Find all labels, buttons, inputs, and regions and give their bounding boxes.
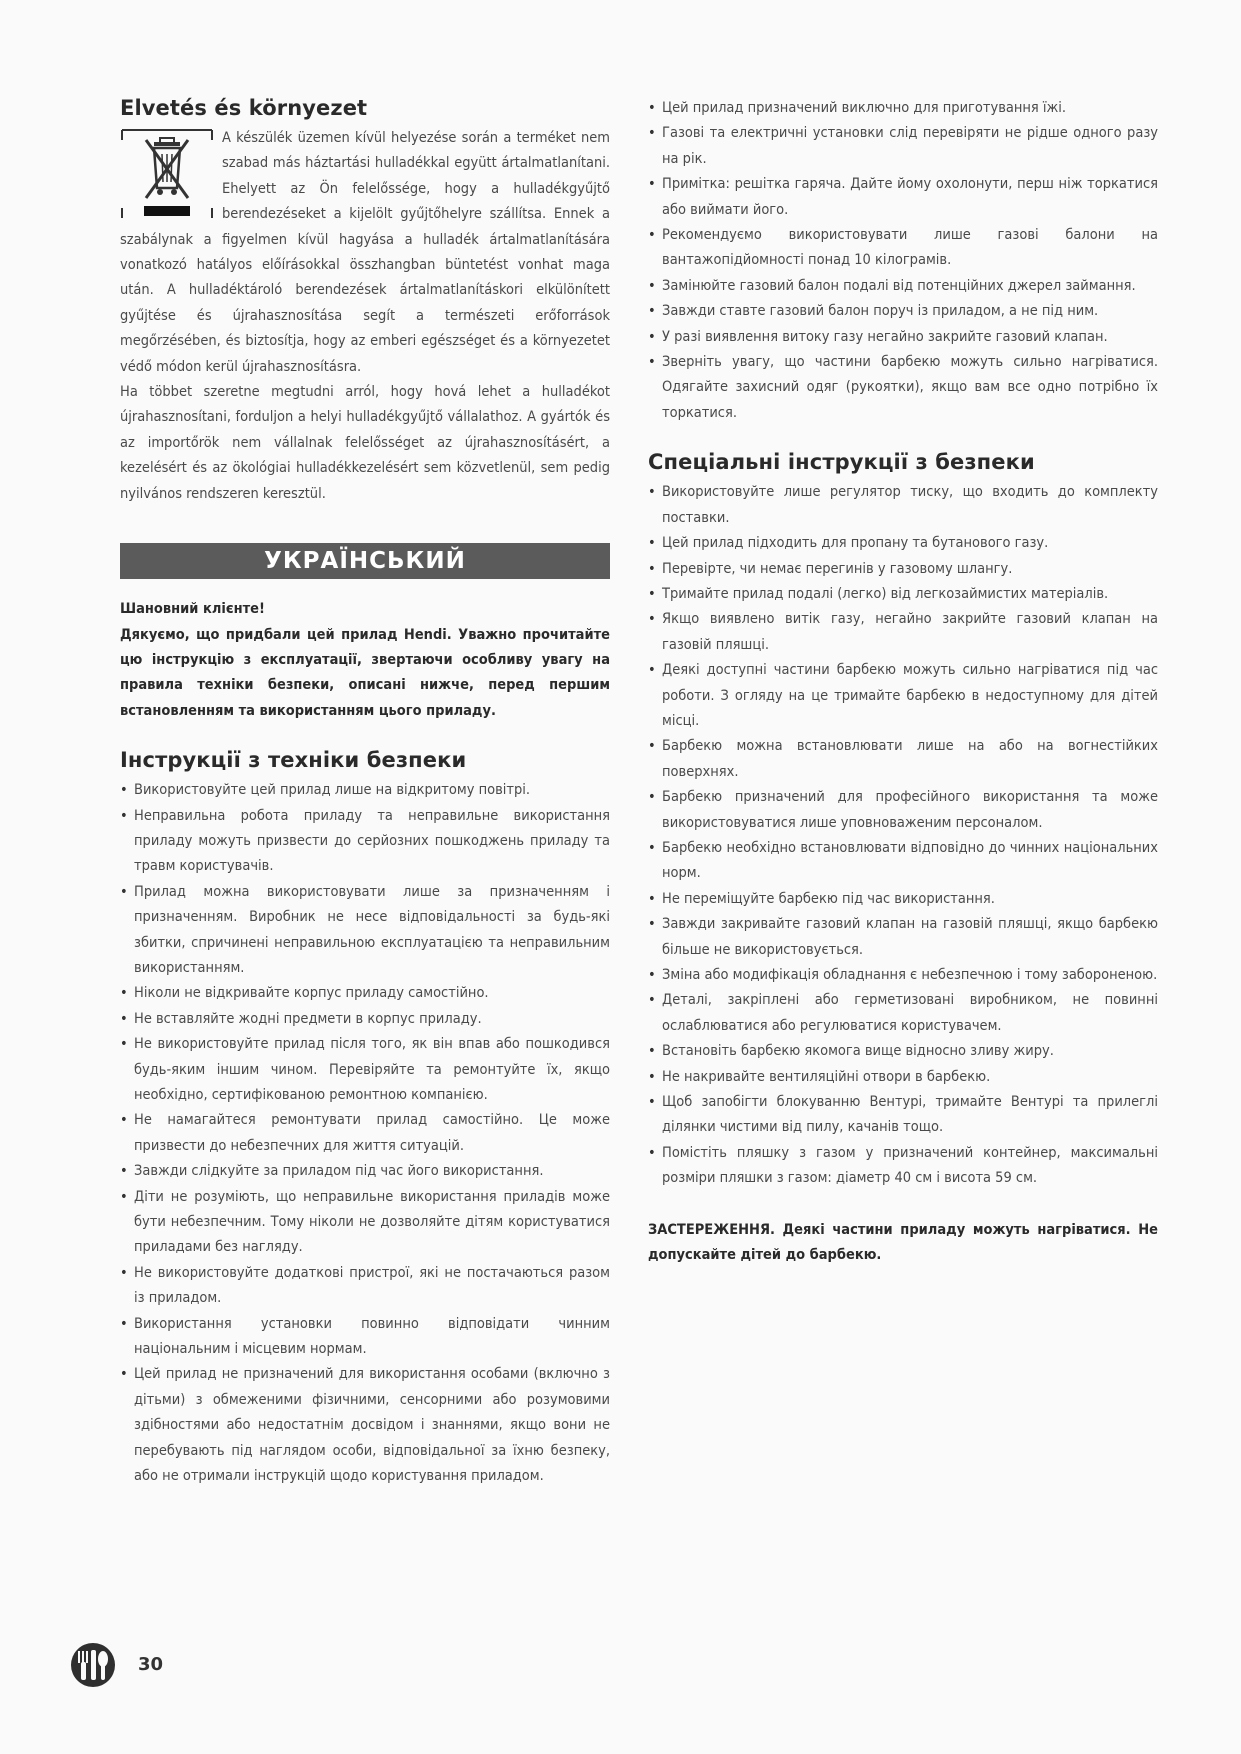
list-item: • Замінюйте газовий балон подалі від потенційних джерел займання. <box>648 274 1158 299</box>
list-item: • Барбекю можна встановлювати лише на або на вогнестійких поверхнях. <box>648 734 1158 785</box>
list-item: • Використовуйте лише регулятор тиску, що входить до комплекту поставки. <box>648 480 1158 531</box>
list-item: • У разі виявлення витоку газу негайно закрийте газовий клапан. <box>648 325 1158 350</box>
list-item: • Перевірте, чи немає перегинів у газовому шлангу. <box>648 557 1158 582</box>
list-item: • Зміна або модифікація обладнання є небезпечною і тому забороненою. <box>648 963 1158 988</box>
greeting: Шановний клієнте! <box>120 601 265 618</box>
page-number: 30 <box>138 1654 164 1675</box>
list-item: • Якщо виявлено витік газу, негайно закрийте газовий клапан на газовій пляшці. <box>648 607 1158 658</box>
list-item: • Встановіть барбекю якомога вище відносно зливу жиру. <box>648 1039 1158 1064</box>
hu-paragraph-2: Ha többet szeretne megtudni arról, hogy hová lehet a hulladékot újrahasznosítani, forduljon a helyi hulladékgyűjtő vállalathoz. A gyártók és az importőrök nem vállalnak felelősséget az újrahasznosításért, a kezelésért és az ökológiai hulladékkezelésért sem közvetlenül, sem pedig nyilvános rendszeren keresztül. <box>120 384 610 502</box>
hu-disposal-block <box>120 126 610 507</box>
list-item: • Не використовуйте додаткові пристрої, які не постачаються разом із приладом. <box>120 1261 610 1312</box>
list-item: • Не використовуйте прилад після того, як він впав або пошкодився будь-яким іншим чином. Перевіряйте та ремонтуйте їх, якщо необхідно, сертифікованою ремонтною компанією. <box>120 1032 610 1108</box>
list-item: • Не вставляйте жодні предмети в корпус приладу. <box>120 1007 610 1032</box>
hu-section-title: Elvetés és környezet <box>120 96 368 120</box>
general-safety-list <box>648 96 1158 426</box>
list-item: • Зверніть увагу, що частини барбекю можуть сильно нагріватися. Одягайте захисний одяг (рукоятки), якщо вам все одно потрібно їх торкатися. <box>648 350 1158 426</box>
list-item: • Цей прилад не призначений для використання особами (включно з дітьми) з обмеженими фізичними, сенсорними або розумовими здібностями або недостатнім досвідом і знаннями, якщо вони не перебувають під наглядом особи, відповідальної за їхню безпеку, або не отримали інструкцій щодо користування приладом. <box>120 1362 610 1489</box>
list-item: • Не намагайтеся ремонтувати прилад самостійно. Це може призвести до небезпечних для життя ситуацій. <box>120 1108 610 1159</box>
list-item: • Помістіть пляшку з газом у призначений контейнер, максимальні розміри пляшки з газом: діаметр 40 см і висота 59 см. <box>648 1141 1158 1192</box>
right-column <box>648 96 1158 1268</box>
list-item: • Не накривайте вентиляційні отвори в барбекю. <box>648 1065 1158 1090</box>
list-item: • Цей прилад підходить для пропану та бутанового газу. <box>648 531 1158 556</box>
list-item: • Примітка: решітка гаряча. Дайте йому охолонути, перш ніж торкатися або виймати його. <box>648 172 1158 223</box>
list-item: • Діти не розуміють, що неправильне використання приладів може бути небезпечним. Тому ніколи не дозволяйте дітям користуватися приладами без нагляду. <box>120 1185 610 1261</box>
warning-text: ЗАСТЕРЕЖЕННЯ. Деякі частини приладу можуть нагріватися. Не допускайте дітей до барбекю. <box>648 1221 1158 1264</box>
list-item: • Барбекю призначений для професійного використання та може використовуватися лише уповноваженим персоналом. <box>648 785 1158 836</box>
brand-cutlery-logo-icon <box>70 1642 116 1688</box>
safety-section-title: Інструкції з техніки безпеки <box>120 748 467 773</box>
list-item: • Цей прилад призначений виключно для приготування їжі. <box>648 96 1158 121</box>
list-item: • Деякі доступні частини барбекю можуть сильно нагріватися під час роботи. З огляду на це тримайте барбекю в недоступному для дітей місці. <box>648 658 1158 734</box>
list-item: • Прилад можна використовувати лише за призначенням і призначенням. Виробник не несе відповідальності за будь-які збитки, спричинені неправильною експлуатацією та неправильним використанням. <box>120 880 610 982</box>
safety-list <box>120 778 610 1489</box>
left-column <box>120 96 610 1490</box>
intro-text: Дякуємо, що придбали цей прилад Hendi. Уважно прочитайте цю інструкцію з експлуатації, звертаючи особливу увагу на правила техніки безпеки, описані нижче, перед першим встановленням та використанням цього приладу. <box>120 626 610 719</box>
list-item: • Неправильна робота приладу та неправильне використання приладу можуть призвести до серйозних пошкоджень приладу та травм користувачів. <box>120 804 610 880</box>
language-banner: УКРАЇНСЬКИЙ <box>120 543 610 579</box>
list-item: • Завжди слідкуйте за приладом під час його використання. <box>120 1159 610 1184</box>
special-section-title: Спеціальні інструкції з безпеки <box>648 450 1035 475</box>
list-item: • Використання установки повинно відповідати чинним національним і місцевим нормам. <box>120 1312 610 1363</box>
list-item: • Деталі, закріплені або герметизовані виробником, не повинні ослаблюватися або регулюватися користувачем. <box>648 988 1158 1039</box>
list-item: • Використовуйте цей прилад лише на відкритому повітрі. <box>120 778 610 803</box>
hu-paragraph-1: A készülék üzemen kívül helyezése során a terméket nem szabad más háztartási hulladékkal együtt ártalmatlanítani. Ehelyett az Ön felelőssége, hogy a hulladékgyűjtő berendezéseket a kijelölt gyűjtőhelyre szállítsa. Ennek a szabálynak a figyelmen kívül hagyása a hulladék ártalmatlanítására vonatkozó hatályos előírásokkal összhangban büntetést vonhat maga után. A hulladéktároló berendezések ártalmatlanításkori elkülönített gyűjtése és újrahasznosítása segít a természeti erőforrások megőrzésében, és biztosítja, hogy az emberi egészséget és a környezetet védő módon kerül újrahasznosításra. <box>120 130 610 375</box>
list-item: • Не переміщуйте барбекю під час використання. <box>648 887 1158 912</box>
weee-crossed-bin-icon <box>120 128 214 220</box>
list-item: • Барбекю необхідно встановлювати відповідно до чинних національних норм. <box>648 836 1158 887</box>
special-safety-list <box>648 480 1158 1191</box>
list-item: • Завжди ставте газовий балон поруч із приладом, а не під ним. <box>648 299 1158 324</box>
list-item: • Ніколи не відкривайте корпус приладу самостійно. <box>120 981 610 1006</box>
list-item: • Рекомендуємо використовувати лише газові балони на вантажопідйомності понад 10 кілограмів. <box>648 223 1158 274</box>
list-item: • Щоб запобігти блокуванню Вентурі, тримайте Вентурі та прилеглі ділянки чистими від пилу, качанів тощо. <box>648 1090 1158 1141</box>
list-item: • Завжди закривайте газовий клапан на газовій пляшці, якщо барбекю більше не використовується. <box>648 912 1158 963</box>
list-item: • Газові та електричні установки слід перевіряти не рідше одного разу на рік. <box>648 121 1158 172</box>
list-item: • Тримайте прилад подалі (легко) від легкозаймистих матеріалів. <box>648 582 1158 607</box>
